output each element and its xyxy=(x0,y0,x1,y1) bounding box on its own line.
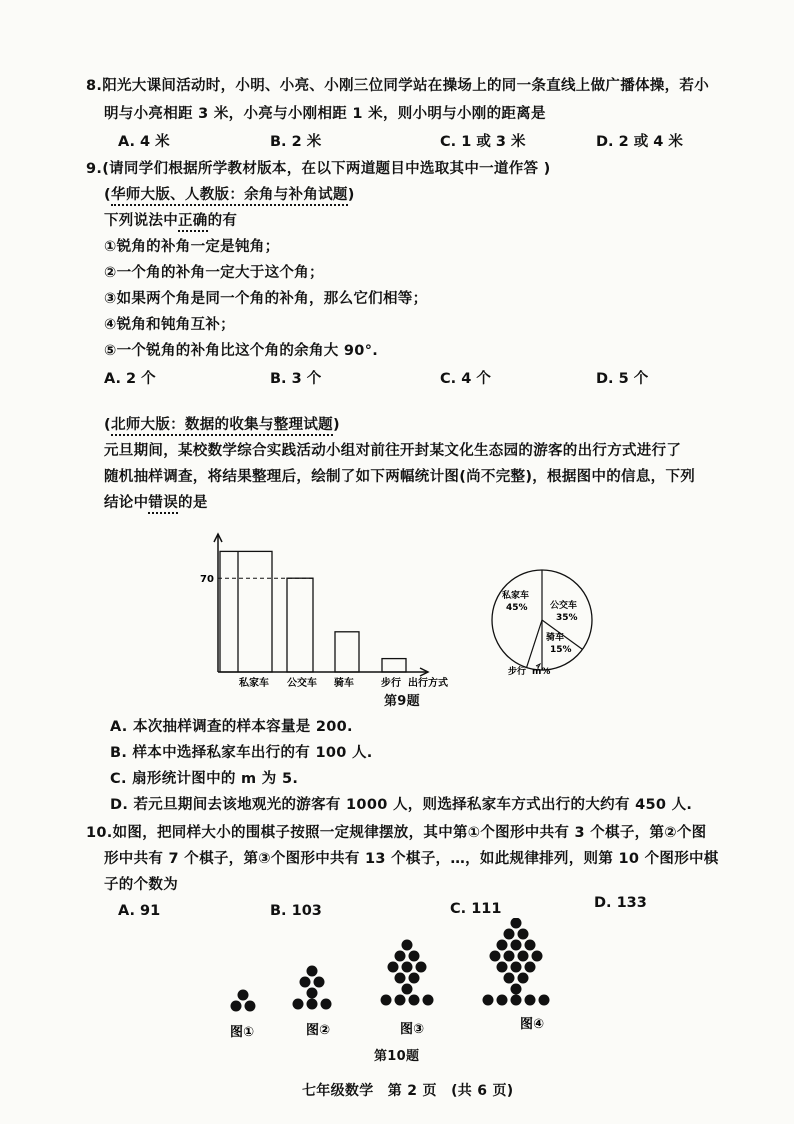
q8-option-a: A. 4 米 xyxy=(118,134,170,150)
fig3-stone-5 xyxy=(402,984,413,995)
q10-line1: 10.如图，把同样大小的围棋子按照一定规律摆放，其中第①个图形中共有 3 个棋子，第②个图 xyxy=(86,825,707,841)
pie-slice-boundary-4 xyxy=(527,620,542,668)
fig3-stone-10 xyxy=(416,962,427,973)
q8-line1: 8.阳光大课间活动时，小明、小亮、小刚三位同学站在操场上的同一条直线上做广播体操，若小 xyxy=(86,78,709,94)
fig3-stone-8 xyxy=(388,962,399,973)
marked-tick-label: 70 xyxy=(200,574,214,586)
fig3-stone-13 xyxy=(402,940,413,951)
fig3-stone-3 xyxy=(409,995,420,1006)
fig2-stone-6 xyxy=(314,977,325,988)
q8-option-c: C. 1 或 3 米 xyxy=(440,134,526,150)
q9a-statement-1: ①锐角的补角一定是钝角； xyxy=(104,239,280,255)
q9a-statement-2: ②一个角的补角一定大于这个角； xyxy=(104,265,324,281)
fig4-stone-3 xyxy=(511,995,522,1006)
pie-pct-3: 15% xyxy=(550,645,572,655)
fig1-stone-3 xyxy=(238,990,249,1001)
fig4-stone-16 xyxy=(497,940,508,951)
fig4-stone-9 xyxy=(497,962,508,973)
bar-category-label-2: 公交车 xyxy=(287,678,317,689)
bar-2 xyxy=(287,578,313,672)
q8-line2: 明与小亮相距 3 米，小亮与小刚相距 1 米，则小明与小刚的距离是 xyxy=(104,106,546,122)
fig4-stone-17 xyxy=(511,940,522,951)
bar-1 xyxy=(220,551,272,672)
fig3-stone-7 xyxy=(409,973,420,984)
q9-intro: 9.(请同学们根据所学教材版本，在以下两道题目中选取其中一道作答 ) xyxy=(86,161,551,177)
fig4-stone-7 xyxy=(504,973,515,984)
fig4-stone-21 xyxy=(511,918,522,929)
q9b-tag: (北师大版：数据的收集与整理试题) xyxy=(104,413,340,434)
fig4-stone-14 xyxy=(518,951,529,962)
pie-pct-2: 35% xyxy=(556,613,578,623)
figure-label-1: 图① xyxy=(230,1025,255,1038)
fig4-stone-12 xyxy=(490,951,501,962)
q8-option-b: B. 2 米 xyxy=(270,134,322,150)
bar-4 xyxy=(382,659,406,672)
figure-label-3: 图③ xyxy=(400,1022,425,1037)
fig3-stone-11 xyxy=(395,951,406,962)
fig2-stone-7 xyxy=(307,966,318,977)
fig4-stone-15 xyxy=(532,951,543,962)
bar-3 xyxy=(335,632,359,672)
fig4-stone-1 xyxy=(483,995,494,1006)
q10-line3: 子的个数为 xyxy=(104,877,178,893)
q9b-option-b: B. 样本中选择私家车出行的有 100 人. xyxy=(110,745,373,761)
q10-option-b: B. 103 xyxy=(270,903,322,919)
q9a-statement-4: ④锐角和钝角互补； xyxy=(104,317,235,333)
fig1-stone-2 xyxy=(245,1001,256,1012)
fig4-stone-8 xyxy=(518,973,529,984)
q9b-option-a: A. 本次抽样调查的样本容量是 200. xyxy=(110,719,353,735)
q9b-option-c: C. 扇形统计图中的 m 为 5. xyxy=(110,771,299,787)
q10-option-c: C. 111 xyxy=(450,901,502,917)
fig4-stone-13 xyxy=(504,951,515,962)
fig2-stone-1 xyxy=(293,999,304,1010)
pie-chart xyxy=(480,560,610,682)
q10-option-a: A. 91 xyxy=(118,903,161,919)
fig4-stone-10 xyxy=(511,962,522,973)
bar-category-label-1: 私家车 xyxy=(239,678,269,689)
q9a-stem: 下列说法中正确的有 xyxy=(104,209,237,230)
fig4-stone-11 xyxy=(525,962,536,973)
fig3-stone-2 xyxy=(395,995,406,1006)
bar-chart xyxy=(190,528,470,708)
q9b-line2: 随机抽样调查，将结果整理后，绘制了如下两幅统计图(尚不完整)，根据图中的信息，下列 xyxy=(104,469,696,485)
pie-label-1: 私家车 xyxy=(502,591,530,601)
x-axis-title: 出行方式 xyxy=(408,678,448,689)
fig4-stone-19 xyxy=(504,929,515,940)
q9-figure-caption: 第9题 xyxy=(384,694,420,709)
bar-category-label-4: 步行 xyxy=(381,678,401,689)
fig3-stone-4 xyxy=(423,995,434,1006)
q10-line2: 形中共有 7 个棋子，第③个图形中共有 13 个棋子，…，如此规律排列，则第 10 个图形中棋 xyxy=(104,851,719,867)
q10-figure-caption: 第10题 xyxy=(374,1049,420,1064)
figure-label-4: 图④ xyxy=(520,1017,545,1032)
pie-label-2: 公交车 xyxy=(550,601,578,611)
q9b-option-d: D. 若元旦期间去该地观光的游客有 1000 人，则选择私家车方式出行的大约有 450 人. xyxy=(110,797,693,813)
q9a-option-a: A. 2 个 xyxy=(104,371,156,387)
fig3-stone-6 xyxy=(395,973,406,984)
fig4-stone-2 xyxy=(497,995,508,1006)
stone-pattern-figure xyxy=(220,918,600,1038)
fig4-stone-6 xyxy=(511,984,522,995)
q9a-statement-5: ⑤一个锐角的补角比这个角的余角大 90°. xyxy=(104,343,379,359)
q9a-statement-3: ③如果两个角是同一个角的补角，那么它们相等； xyxy=(104,291,428,307)
q9a-option-b: B. 3 个 xyxy=(270,371,322,387)
bar-category-label-3: 骑车 xyxy=(334,678,354,689)
fig3-stone-9 xyxy=(402,962,413,973)
q9b-line1: 元旦期间，某校数学综合实践活动小组对前往开封某文化生态园的游客的出行方式进行了 xyxy=(104,443,682,459)
page-footer: 七年级数学 第 2 页 (共 6 页) xyxy=(302,1083,514,1099)
pie-label-4: 步行 xyxy=(508,667,527,677)
figure-label-2: 图② xyxy=(306,1023,331,1038)
fig2-stone-2 xyxy=(307,999,318,1010)
pie-label-3: 骑车 xyxy=(546,633,565,643)
q9a-option-d: D. 5 个 xyxy=(596,371,649,387)
fig4-stone-4 xyxy=(525,995,536,1006)
pie-pct-1: 45% xyxy=(506,603,528,613)
fig3-stone-1 xyxy=(381,995,392,1006)
q9b-line3: 结论中错误的是 xyxy=(104,491,208,512)
q10-option-d: D. 133 xyxy=(594,895,647,911)
pie-pct-4: m% xyxy=(532,667,551,677)
q9a-tag: (华师大版、人教版：余角与补角试题) xyxy=(104,183,355,204)
fig1-stone-1 xyxy=(231,1001,242,1012)
q8-option-d: D. 2 或 4 米 xyxy=(596,134,683,150)
fig4-stone-18 xyxy=(525,940,536,951)
fig2-stone-3 xyxy=(321,999,332,1010)
fig2-stone-5 xyxy=(300,977,311,988)
fig2-stone-4 xyxy=(307,988,318,999)
fig3-stone-12 xyxy=(409,951,420,962)
fig4-stone-5 xyxy=(539,995,550,1006)
fig4-stone-20 xyxy=(518,929,529,940)
q9a-option-c: C. 4 个 xyxy=(440,371,491,387)
